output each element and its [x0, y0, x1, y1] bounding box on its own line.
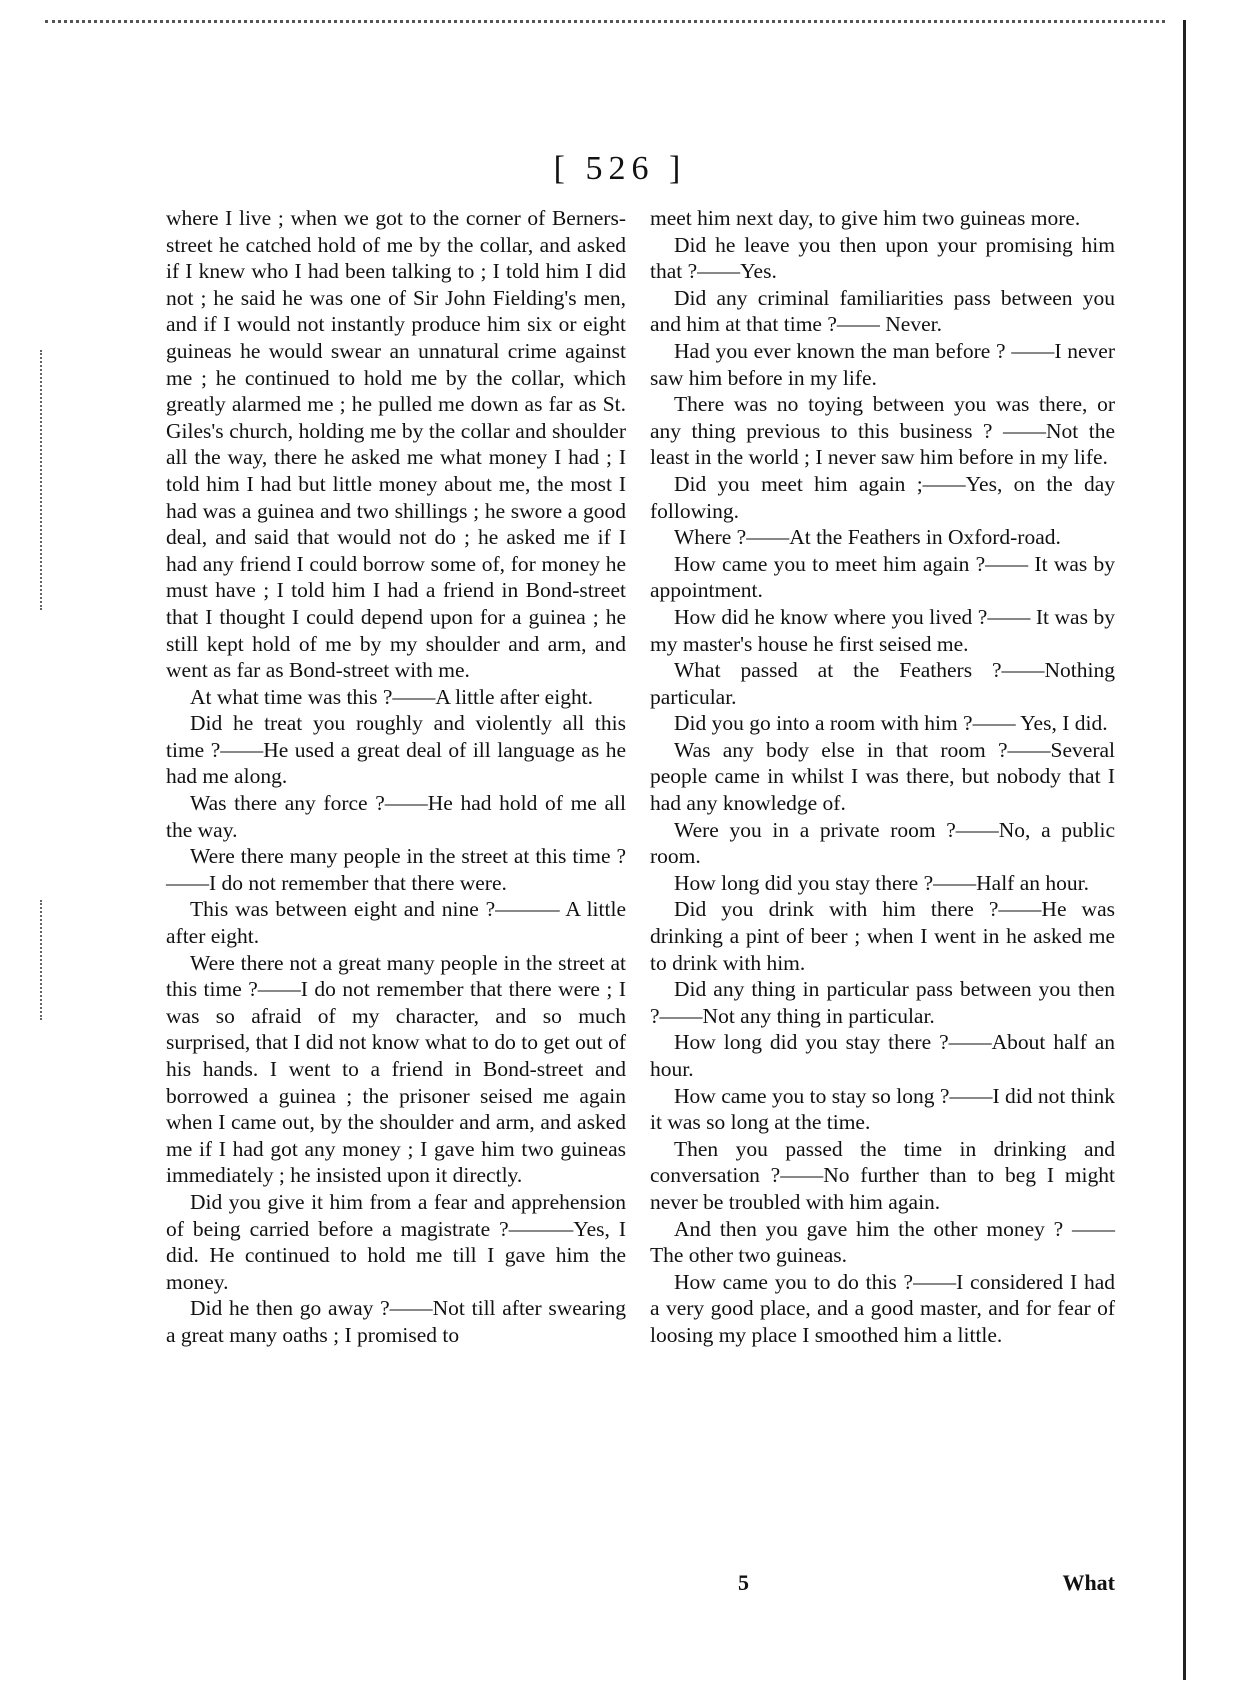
paragraph: Were you in a private room ?——No, a public room. — [650, 817, 1115, 869]
left-column — [166, 205, 626, 1349]
paragraph: Did you drink with him there ?——He was drinking a pint of beer ; when I went in he asked me to drink with him. — [650, 897, 1115, 975]
page-number: [ 526 ] — [553, 150, 687, 187]
paragraph: meet him next day, to give him two guineas more. — [650, 206, 1081, 230]
paragraph: Were there many people in the street at this time ?——I do not remember that there were. — [166, 844, 626, 895]
paragraph: Where ?——At the Feathers in Oxford-road. — [674, 525, 1061, 550]
paragraph: Did you go into a room with him ?—— Yes, I did. — [674, 711, 1108, 736]
margin-mark — [40, 350, 44, 610]
paragraph: At what time was this ?——A little after eight. — [190, 684, 594, 709]
paragraph: How did he know where you lived ?—— It was by my master's house he first seised me. — [650, 604, 1115, 656]
paragraph: There was no toying between you was there, or any thing previous to this business ? ——Not the least in the world ; I never saw him before in my life. — [650, 392, 1115, 470]
paragraph: Then you passed the time in drinking and conversation ?——No further than to beg I might never be troubled with him again. — [650, 1136, 1115, 1214]
paragraph: How came you to stay so long ?——I did not think it was so long at the time. — [650, 1083, 1115, 1135]
paragraph: What passed at the Feathers ?——Nothing particular. — [650, 658, 1115, 709]
paragraph: How long did you stay there ?——Half an hour. — [674, 870, 1089, 895]
margin-mark — [40, 900, 44, 1020]
paragraph: Had you ever known the man before ? ——I never saw him before in my life. — [650, 338, 1115, 390]
signature-mark: 5 — [738, 1570, 749, 1595]
paragraph: Did he leave you then upon your promising him that ?——Yes. — [650, 232, 1115, 284]
paragraph: Did any thing in particular pass between you then ?——Not any thing in particular. — [650, 977, 1115, 1028]
catchword: What — [1062, 1570, 1115, 1595]
paragraph: And then you gave him the other money ? ——The other two guineas. — [650, 1216, 1115, 1268]
scan-noise — [45, 20, 1165, 29]
paragraph: Did you meet him again ;——Yes, on the day following. — [650, 471, 1115, 523]
paragraph: Were there not a great many people in the street at this time ?——I do not remember that there were ; I was so afraid of my character, and so much surprised, that I did not know what to do to get out of his hands. I went to a friend in Bond-street and borrowed a guinea ; the prisoner seised me again when I came out, by the shoulder and arm, and asked me if I had got any money ; I gave him two guineas immediately ; he insisted upon it directly. — [166, 950, 626, 1188]
paragraph: Did any criminal familiarities pass between you and him at that time ?—— Never. — [650, 285, 1115, 337]
paragraph: How came you to meet him again ?—— It was by appointment. — [650, 551, 1115, 603]
paragraph: Was there any force ?——He had hold of me all the way. — [166, 791, 626, 842]
paragraph: where I live ; when we got to the corner of Berners-street he catched hold of me by the collar, and asked if I knew who I had been talking to ; I told him I did not ; he said he was one of Sir John Fielding's men, and if I would not instantly produce him six or eight guineas he would swear an unnatural crime against me ; he continued to hold me by the collar, which greatly alarmed me ; he pulled me down as far as St. Giles's church, holding me by the collar and shoulder all the way, there he asked me what money I had ; I told him I had but little money about me, the most I had was a guinea and two shillings ; he swore a good deal, and said that would not do ; he asked me if I had any friend I could borrow some of, for money he must have ; I told him I had a friend in Bond-street that I thought I could depend upon for a guinea ; he still kept hold of me by my shoulder and arm, and went as far as Bond-street with me. — [166, 206, 626, 683]
paragraph: Did he then go away ?——Not till after swearing a great many oaths ; I promised to — [166, 1296, 626, 1347]
paragraph: Did he treat you roughly and violently all this time ?——He used a great deal of ill language as he had me along. — [166, 711, 626, 789]
paragraph: This was between eight and nine ?——— A little after eight. — [166, 897, 626, 949]
right-column — [650, 205, 1115, 1349]
paragraph: Did you give it him from a fear and apprehension of being carried before a magistrate ?———Yes, I did. He continued to hold me till I gave him the money. — [166, 1189, 626, 1294]
scan-edge-rule — [1183, 20, 1186, 1680]
paragraph: How long did you stay there ?——About half an hour. — [650, 1030, 1115, 1081]
paragraph: Was any body else in that room ?——Several people came in whilst I was there, but nobody that I had any knowledge of. — [650, 737, 1115, 816]
paragraph: How came you to do this ?——I considered I had a very good place, and a good master, and for fear of loosing my place I smoothed him a little. — [650, 1269, 1115, 1347]
